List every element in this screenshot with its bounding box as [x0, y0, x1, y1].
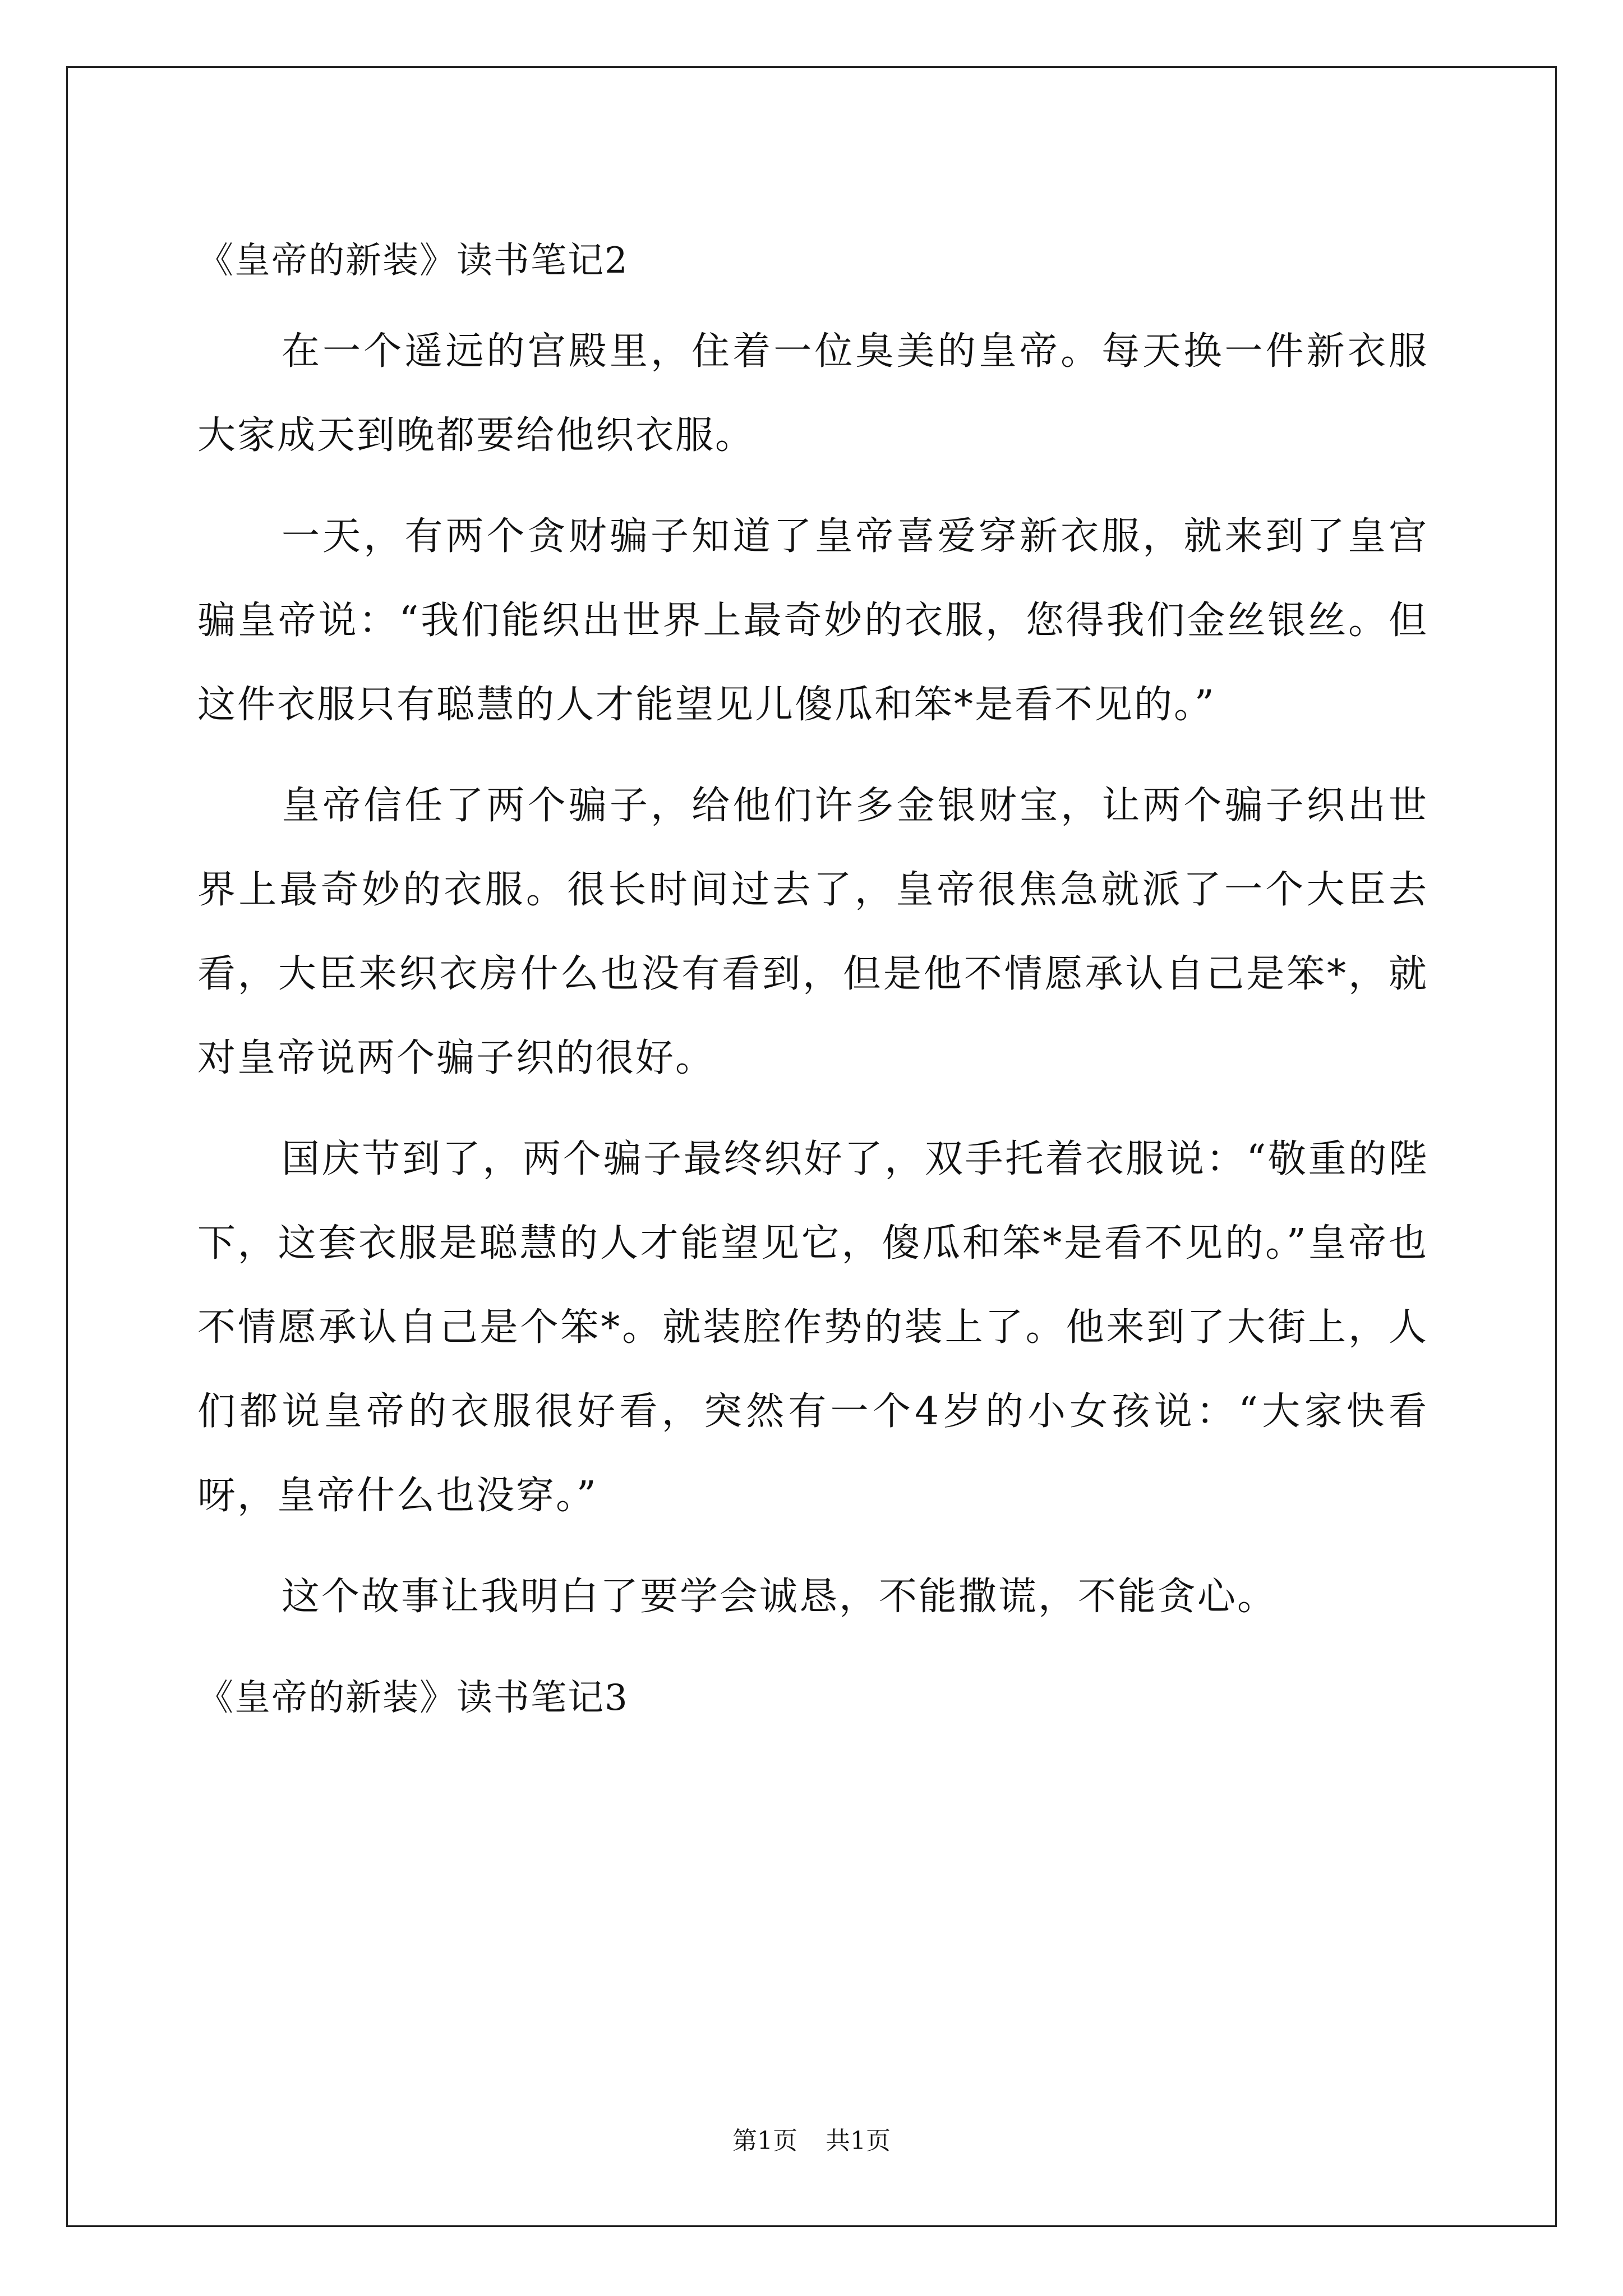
paragraph-4: 国庆节到了，两个骗子最终织好了，双手托着衣服说：“敬重的陛下，这套衣服是聪慧的人才能望见它，傻瓜和笨*是看不见的。”皇帝也不情愿承认自己是个笨*。就装腔作势的装上了。他来到了大街上，人们都说皇帝的衣服很好看，突然有一个4岁的小女孩说：“大家快看呀，皇帝什么也没穿。” — [197, 1137, 1428, 1518]
page-total: 共1页 — [826, 2127, 891, 2155]
section-heading-3: 《皇帝的新装》读书笔记3 — [197, 1677, 629, 1719]
paragraph-1: 在一个遥远的宫殿里，住着一位臭美的皇帝。每天换一件新衣服大家成天到晚都要给他织衣服。 — [197, 329, 1428, 458]
paragraph-5: 这个故事让我明白了要学会诚恳，不能撒谎，不能贪心。 — [282, 1575, 1278, 1619]
paragraph-3: 皇帝信任了两个骗子，给他们许多金银财宝，让两个骗子织出世界上最奇妙的衣服。很长时间过去了，皇帝很焦急就派了一个大臣去看，大臣来织衣房什么也没有看到，但是他不情愿承认自己是笨*，就对皇帝说两个骗子织的很好。 — [197, 784, 1428, 1080]
page-footer — [0, 2120, 1623, 2156]
document-body — [197, 219, 1428, 1747]
section-heading-2: 《皇帝的新装》读书笔记2 — [197, 240, 629, 282]
paragraph-2: 一天，有两个贪财骗子知道了皇帝喜爱穿新衣服，就来到了皇宫骗皇帝说：“我们能织出世界上最奇妙的衣服，您得我们金丝银丝。但这件衣服只有聪慧的人才能望见儿傻瓜和笨*是看不见的。” — [197, 514, 1428, 727]
page-number: 第1页 — [732, 2127, 797, 2155]
